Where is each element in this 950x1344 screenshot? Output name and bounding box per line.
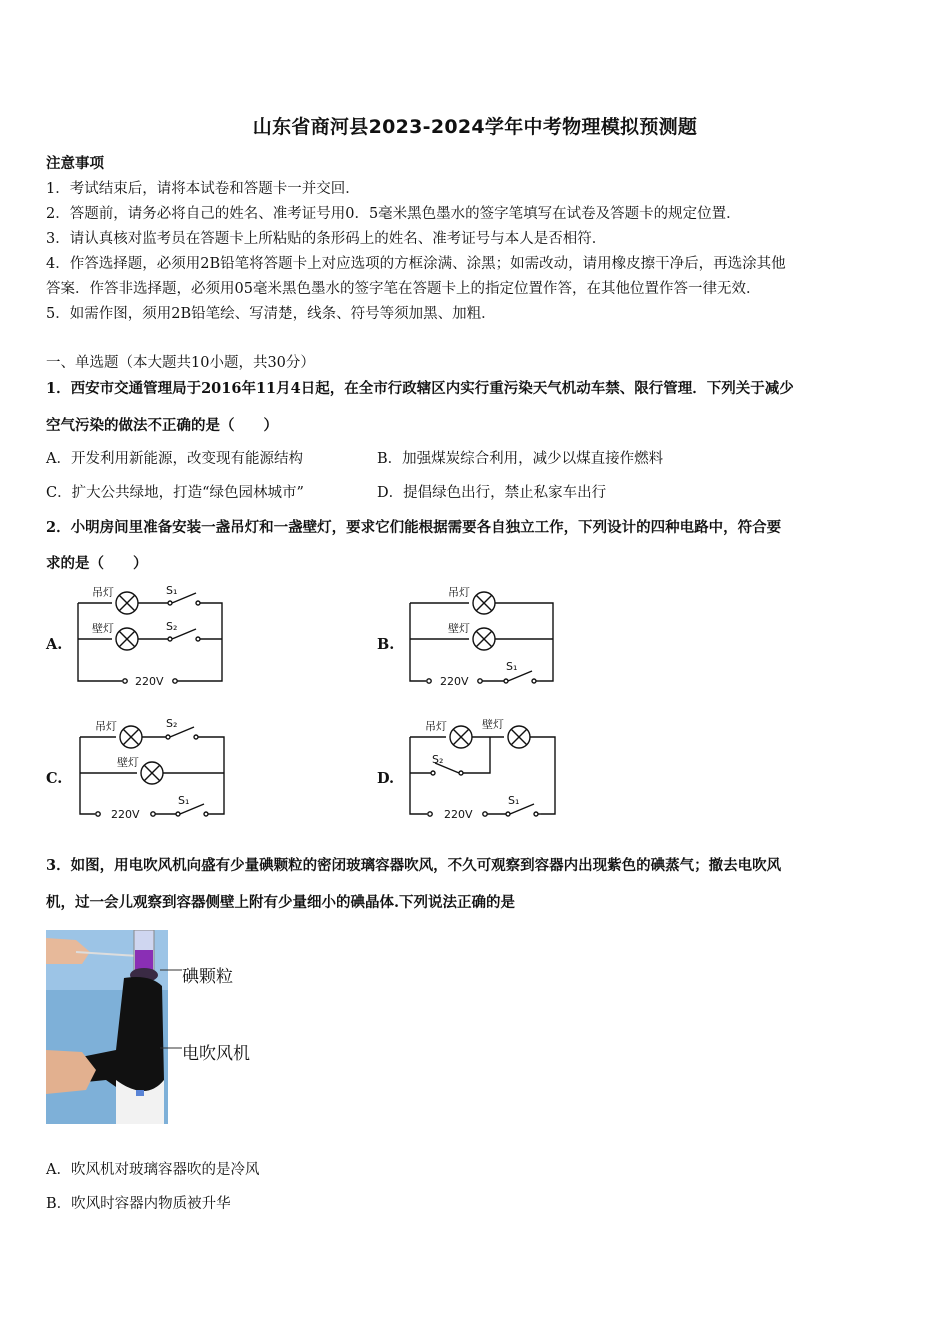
label-voltage-a: 220V [135, 675, 164, 688]
photo-label-iodine: 碘颗粒 [182, 967, 233, 987]
section-heading: 一、单选题（本大题共10小题，共30分） [46, 355, 315, 371]
q1-option-d: D．提倡绿色出行，禁止私家车出行 [377, 485, 607, 501]
q1-option-b: B．加强煤炭综合利用，减少以煤直接作燃料 [377, 451, 664, 467]
circuit-b [410, 592, 553, 683]
q1-option-c: C．扩大公共绿地，打造“绿色园林城市” [46, 485, 304, 501]
photo-label-dryer: 电吹风机 [182, 1044, 250, 1064]
q3-stem: 3．如图，用电吹风机向盛有少量碘颗粒的密闭玻璃容器吹风，不久可观察到容器内出现紫色的碘蒸气；撤去电吹风 [46, 857, 782, 874]
q1-stem: 1．西安市交通管理局于2016年11月4日起，在全市行政辖区内实行重污染天气机动车禁、限行管理．下列关于减少 [46, 380, 794, 397]
notice-heading: 注意事项 [46, 155, 104, 172]
q3-option-a: A．吹风机对玻璃容器吹的是冷风 [46, 1162, 260, 1178]
q1-option-a: A．开发利用新能源，改变现有能源结构 [46, 451, 303, 467]
label-s1-b: S₁ [506, 660, 518, 673]
q2-label-a: A. [46, 636, 63, 653]
q2-label-b: B. [377, 636, 395, 653]
label-pendant-a: 吊灯 [92, 586, 114, 599]
label-pendant-b: 吊灯 [448, 586, 470, 599]
label-wall-c: 壁灯 [117, 756, 139, 769]
label-pendant-d: 吊灯 [425, 720, 447, 733]
label-s2-a: S₂ [166, 620, 178, 633]
notice-line: 1．考试结束后，请将本试卷和答题卡一并交回． [46, 181, 360, 197]
page-title: 山东省商河县2023-2024学年中考物理模拟预测题 [252, 116, 698, 138]
label-wall-d: 壁灯 [482, 718, 504, 731]
notice-line: 5．如需作图，须用2B铅笔绘、写清楚，线条、符号等须加黑、加粗． [46, 306, 496, 322]
label-voltage-b: 220V [440, 675, 469, 688]
q2-label-c: C. [46, 770, 63, 787]
circuit-d [410, 726, 555, 816]
q1-stem-cont: 空气污染的做法不正确的是（ ） [46, 417, 278, 434]
circuit-a [78, 592, 222, 683]
label-voltage-c: 220V [111, 808, 140, 821]
label-wall-a: 壁灯 [92, 622, 114, 635]
label-voltage-d: 220V [444, 808, 473, 821]
hair-dryer-photo [46, 930, 168, 1124]
circuit-c [80, 726, 224, 816]
notice-line: 4．作答选择题，必须用2B铅笔将答题卡上对应选项的方框涂满、涂黑；如需改动，请用橡皮擦干净后，再选涂其他 [46, 256, 786, 272]
label-s1-d: S₁ [508, 794, 520, 807]
q2-stem: 2．小明房间里准备安装一盏吊灯和一盏壁灯，要求它们能根据需要各自独立工作，下列设计的四种电路中，符合要 [46, 519, 782, 536]
label-s1-c: S₁ [178, 794, 190, 807]
label-wall-b: 壁灯 [448, 622, 470, 635]
notice-line: 答案．作答非选择题，必须用05毫米黑色墨水的签字笔在答题卡上的指定位置作答，在其他位置作答一律无效． [46, 281, 761, 297]
label-s1-a: S₁ [166, 584, 178, 597]
q2-stem-cont: 求的是（ ） [46, 555, 148, 572]
q3-stem-cont: 机，过一会儿观察到容器侧壁上附有少量细小的碘晶体.下列说法正确的是 [46, 894, 516, 911]
label-pendant-c: 吊灯 [95, 720, 117, 733]
label-s2-c: S₂ [166, 717, 178, 730]
notice-line: 2．答题前，请务必将自己的姓名、准考证号用0．5毫米黑色墨水的签字笔填写在试卷及答题卡的规定位置． [46, 206, 741, 222]
q3-option-b: B．吹风时容器内物质被升华 [46, 1196, 231, 1212]
label-s2-d: S₂ [432, 753, 444, 766]
notice-line: 3．请认真核对监考员在答题卡上所粘贴的条形码上的姓名、准考证号与本人是否相符． [46, 231, 607, 247]
q2-label-d: D. [377, 770, 395, 787]
